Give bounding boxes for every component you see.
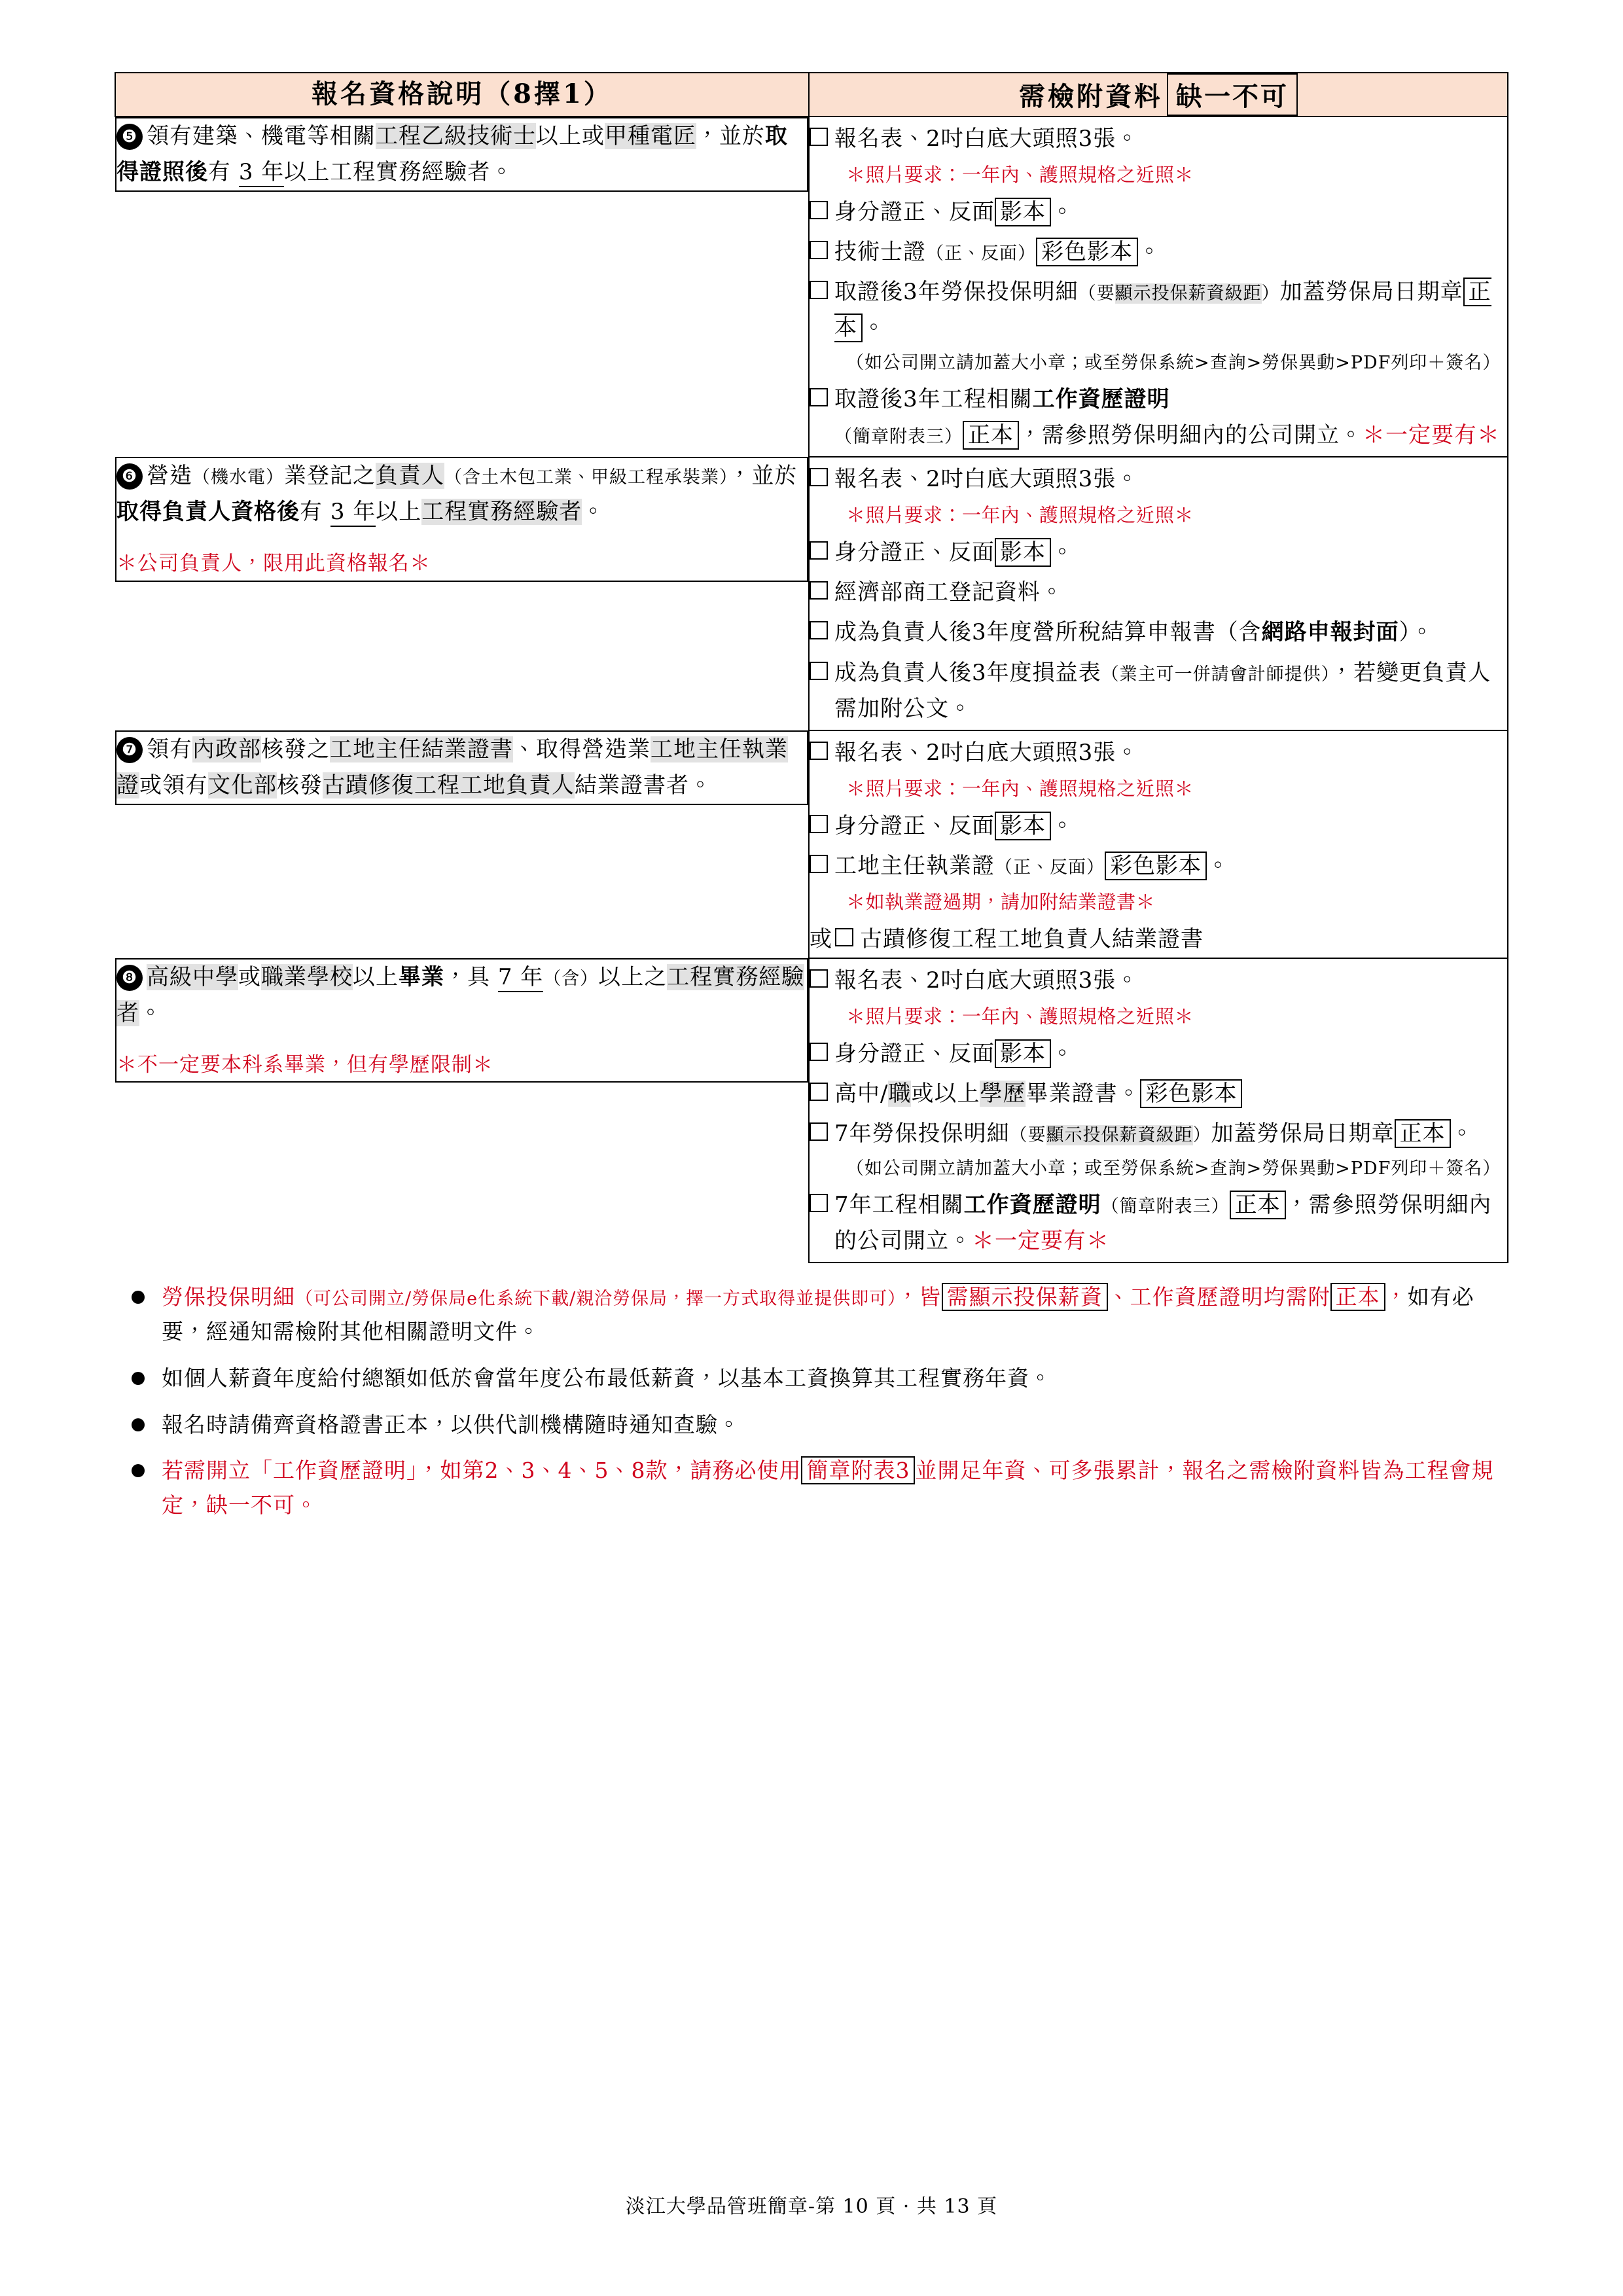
checkbox-item[interactable]: [810, 615, 1507, 651]
checkbox-label: 技術士證（正、反面） 彩色影本 。: [834, 239, 1161, 266]
checkbox-item[interactable]: [810, 461, 1507, 497]
photo-requirement-note: ＊照片要求：一年內、護照規格之近照＊: [846, 164, 1194, 187]
checkbox[interactable]: [810, 201, 828, 219]
list-item: [115, 1280, 1508, 1350]
eligibility-note-6: ＊公司負責人，限用此資格報名＊: [116, 552, 431, 576]
photo-requirement-note: ＊照片要求：一年內、護照規格之近照＊: [846, 504, 1194, 527]
checkbox-item[interactable]: [810, 1187, 1507, 1259]
header-right: [809, 73, 1508, 117]
expired-licence-note: ＊如執業證過期，請加附結業證書＊: [846, 890, 1156, 913]
checkbox[interactable]: [810, 388, 828, 406]
documents-cell-5: [809, 117, 1508, 457]
checkbox-label: 取證後3年工程相關工作資歷證明 （簡章附表三） 正本 ，需參照勞保明細內的公司開立。＊一定要有＊: [834, 386, 1500, 449]
requirement-cell-8: ❽ 高級中學或職業學校以上畢業，具 7 年（含）以上之工程實務經驗者。 ＊不一定要本科系畢業，但有學歷限制＊: [115, 958, 808, 1083]
checkbox[interactable]: [810, 969, 828, 988]
checkbox-label: 7年勞保投保明細（要顯示投保薪資級距）加蓋勞保局日期章 正本 。: [834, 1121, 1474, 1147]
checkbox[interactable]: [810, 621, 828, 639]
table-row: [115, 730, 1508, 958]
documents-cell-6: [809, 457, 1508, 730]
company-open-note: （如公司開立請加蓋大小章；或至勞保系統>查詢>勞保異動>PDF列印＋簽名）: [846, 1158, 1501, 1179]
header-left: 報名資格說明（8擇1）: [115, 73, 809, 117]
checkbox[interactable]: [810, 662, 828, 680]
checkbox-item[interactable]: [810, 1116, 1507, 1152]
checkbox[interactable]: [810, 1083, 828, 1101]
row-number-6: ❻: [116, 463, 143, 490]
checkbox-item[interactable]: [810, 963, 1507, 999]
documents-cell-7: [809, 730, 1508, 958]
checkbox-item[interactable]: [810, 121, 1507, 157]
checkbox-item[interactable]: [810, 1076, 1507, 1112]
table-row: [115, 117, 1508, 457]
bullet-dot-icon: [132, 1418, 145, 1431]
checkbox-label: 成為負責人後3年度營所稅結算申報書（含網路申報封面）。: [834, 619, 1434, 646]
checkbox-item[interactable]: [810, 234, 1507, 270]
checkbox[interactable]: [835, 928, 853, 946]
table-header-row: [115, 73, 1508, 117]
checkbox-label: 報名表、2吋白底大頭照3張。: [834, 739, 1139, 766]
checkbox-label: 身分證正、反面 影本 。: [834, 539, 1074, 566]
checkbox-item[interactable]: [810, 848, 1507, 884]
checkbox[interactable]: [810, 742, 828, 760]
checkbox-label: 身分證正、反面 影本 。: [834, 812, 1074, 839]
alternative-document[interactable]: [810, 922, 1507, 958]
documents-cell-8: [809, 958, 1508, 1263]
checkbox[interactable]: [810, 855, 828, 873]
header-right-boxed: 缺一不可: [1167, 73, 1298, 116]
eligibility-note-8: ＊不一定要本科系畢業，但有學歷限制＊: [116, 1053, 493, 1077]
checkbox[interactable]: [810, 581, 828, 600]
requirement-cell-6: ❻ 營造（機水電）業登記之負責人（含土木包工業、甲級工程承裝業），並於取得負責人資格後有 3 年以上工程實務經驗者。 ＊公司負責人，限用此資格報名＊: [115, 457, 808, 581]
company-open-note: （如公司開立請加蓋大小章；或至勞保系統>查詢>勞保異動>PDF列印＋簽名）: [846, 353, 1501, 374]
checkbox-label: 高中/職或以上學歷畢業證書。 彩色影本: [834, 1076, 1507, 1112]
header-right-label: 需檢附資料: [1019, 81, 1163, 112]
eligibility-table: [115, 72, 1508, 1263]
checkbox-item[interactable]: [810, 535, 1507, 571]
checkbox-label: 古蹟修復工程工地負責人結業證書: [860, 925, 1204, 952]
requirement-cell-5: ❺ 領有建築、機電等相關工程乙級技術士以上或甲種電匠，並於取得證照後有 3 年以上工程實務經驗者。: [115, 117, 808, 192]
checkbox[interactable]: [810, 468, 828, 486]
checkbox-label: 身分證正、反面 影本 。: [834, 199, 1074, 226]
checkbox-label: 身分證正、反面 影本 。: [834, 1040, 1074, 1067]
checkbox[interactable]: [810, 241, 828, 259]
checkbox[interactable]: [810, 541, 828, 560]
checkbox[interactable]: [810, 128, 828, 146]
checkbox-label: 報名表、2吋白底大頭照3張。: [834, 466, 1139, 493]
photo-requirement-note: ＊照片要求：一年內、護照規格之近照＊: [846, 777, 1194, 800]
bullet-dot-icon: [132, 1372, 145, 1385]
checkbox-label: 報名表、2吋白底大頭照3張。: [834, 126, 1139, 152]
page-footer: 淡江大學品管班簡章-第 10 頁 · 共 13 頁: [625, 2195, 998, 2218]
footnote-text: 報名時請備齊資格證書正本，以供代訓機構隨時通知查驗。: [162, 1411, 740, 1437]
checkbox[interactable]: [810, 281, 828, 299]
checkbox-label: 7年工程相關工作資歷證明（簡章附表三） 正本 ，需參照勞保明細內的公司開立。＊一定要有＊: [834, 1191, 1492, 1255]
list-item: [115, 1454, 1508, 1523]
checkbox-label: 取證後3年勞保投保明細（要顯示投保薪資級距）加蓋勞保局日期章 正本 。: [834, 279, 1491, 342]
table-row: [115, 457, 1508, 730]
photo-requirement-note: ＊照片要求：一年內、護照規格之近照＊: [846, 1005, 1194, 1028]
checkbox[interactable]: [810, 1043, 828, 1061]
checkbox-item[interactable]: [810, 655, 1507, 727]
checkbox[interactable]: [810, 1122, 828, 1141]
row-number-8: ❽: [116, 965, 143, 991]
checkbox-item[interactable]: [810, 808, 1507, 844]
footnote-text: 若需開立「工作資歷證明」，如第2、3、4、5、8款，請務必使用 簡章附表3 並開足年資、可多張累計，報名之需檢附資料皆為工程會規定，缺一不可。: [162, 1458, 1494, 1518]
checkbox-item[interactable]: [810, 194, 1507, 230]
row-number-7: ❼: [116, 737, 143, 763]
checkbox-label: 報名表、2吋白底大頭照3張。: [834, 967, 1139, 994]
checkbox-item[interactable]: [810, 575, 1507, 611]
checkbox[interactable]: [810, 815, 828, 833]
checkbox-item[interactable]: [810, 735, 1507, 771]
checkbox-label: 經濟部商工登記資料。: [834, 579, 1063, 606]
checkbox-item[interactable]: [810, 382, 1507, 454]
checkbox-item[interactable]: [810, 274, 1507, 346]
table-row: [115, 958, 1508, 1263]
checkbox[interactable]: [810, 1194, 828, 1212]
list-item: [115, 1408, 1508, 1443]
requirement-cell-7: ❼ 領有內政部核發之工地主任結業證書、取得營造業工地主任執業證或領有文化部核發古蹟修復工程工地負責人結業證書者。: [115, 730, 808, 805]
list-item: [115, 1361, 1508, 1396]
footnote-list: [115, 1280, 1508, 1523]
footnote-text: 勞保投保明細（可公司開立/勞保局e化系統下載/親洽勞保局，擇一方式取得並提供即可），皆 需顯示投保薪資 、工作資歷證明均需附 正本 ，如有必要，經通知需檢附其他相關證明文件。: [162, 1284, 1474, 1344]
checkbox-label: 工地主任執業證（正、反面） 彩色影本 。: [834, 852, 1230, 879]
footnote-text: 如個人薪資年度給付總額如低於會當年度公布最低薪資，以基本工資換算其工程實務年資。: [162, 1365, 1052, 1391]
bullet-dot-icon: [132, 1464, 145, 1477]
bullet-dot-icon: [132, 1291, 145, 1304]
checkbox-label: 成為負責人後3年度損益表（業主可一併請會計師提供），若變更負責人需加附公文。: [834, 659, 1491, 722]
row-number-5: ❺: [116, 124, 143, 150]
or-label: 或: [810, 925, 832, 952]
checkbox-item[interactable]: [810, 1036, 1507, 1072]
